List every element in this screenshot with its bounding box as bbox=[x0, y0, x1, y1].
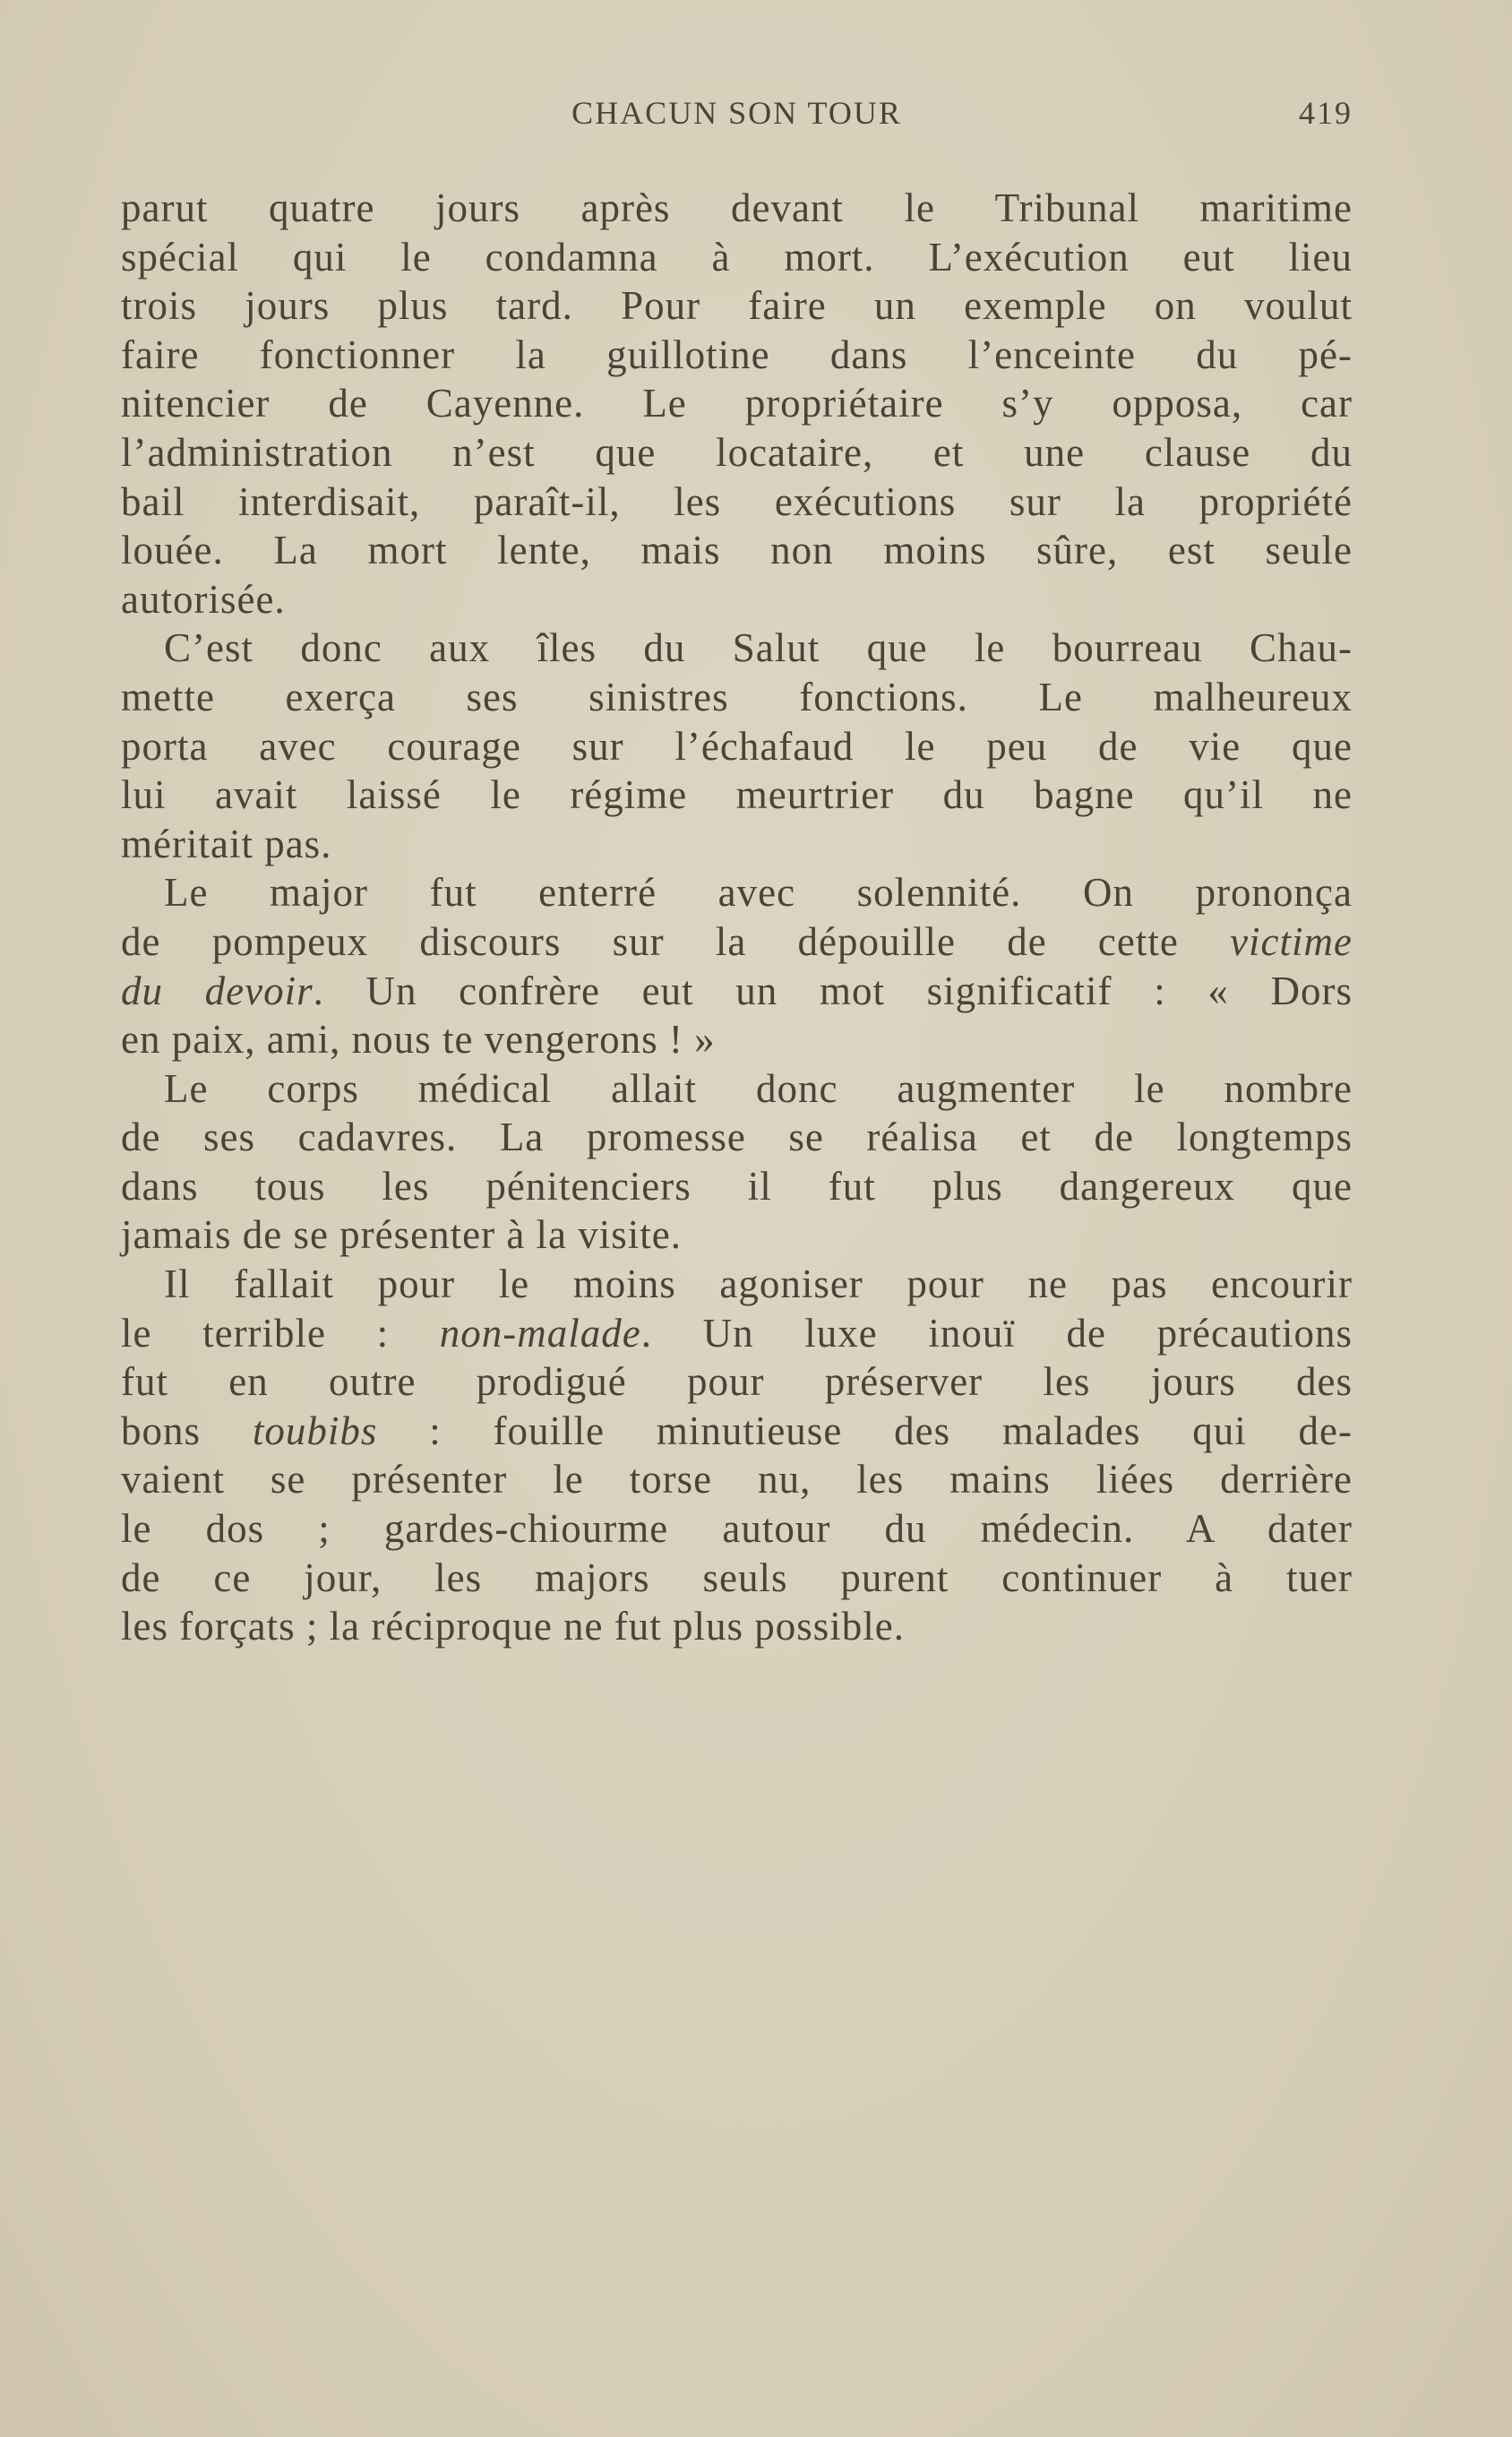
text-run: jamais de se présenter à la visite. bbox=[121, 1212, 683, 1258]
text-run: fut en outre prodigué pour préserver les jours des bbox=[121, 1359, 1353, 1405]
text-run: Il fallait pour le moins agoniser pour ne pas encourir bbox=[164, 1262, 1353, 1307]
text-line bbox=[121, 868, 1353, 917]
text-run: Le major fut enterré avec solennité. On prononça bbox=[164, 870, 1353, 916]
text-line bbox=[121, 1162, 1353, 1211]
text-run: dans tous les pénitenciers il fut plus dangereux que bbox=[121, 1163, 1353, 1209]
text-line bbox=[121, 1309, 1353, 1358]
text-run: méritait pas. bbox=[121, 821, 332, 866]
page-header bbox=[121, 94, 1353, 139]
text-line bbox=[121, 331, 1353, 380]
text-line bbox=[121, 624, 1353, 673]
text-line bbox=[121, 379, 1353, 428]
text-line bbox=[121, 1260, 1353, 1309]
text-run: vaient se présenter le torse nu, les mains liées derrière bbox=[121, 1457, 1353, 1503]
text-line bbox=[121, 1113, 1353, 1162]
text-run: bons bbox=[121, 1408, 253, 1453]
text-run: porta avec courage sur l’échafaud le peu de vie que bbox=[121, 723, 1353, 769]
text-run: louée. La mort lente, mais non moins sûre, est seule bbox=[121, 528, 1353, 573]
text-line bbox=[121, 526, 1353, 575]
text-line bbox=[121, 673, 1353, 722]
text-line bbox=[121, 281, 1353, 331]
running-title: CHACUN SON TOUR bbox=[571, 95, 902, 131]
text-run: de pompeux discours sur la dépouille de cette bbox=[121, 918, 1231, 964]
text-run: les forçats ; la réciproque ne fut plus possible. bbox=[121, 1604, 906, 1649]
text-line bbox=[121, 1455, 1353, 1504]
text-run: en paix, ami, nous te vengerons ! » bbox=[121, 1017, 716, 1063]
text-line bbox=[121, 428, 1353, 478]
text-run: Le corps médical allait donc augmenter le nombre bbox=[164, 1065, 1353, 1111]
italic-text: non-malade bbox=[439, 1310, 641, 1356]
text-line bbox=[121, 1064, 1353, 1114]
text-run: parut quatre jours après devant le Tribunal maritime bbox=[121, 185, 1353, 230]
text-line bbox=[121, 184, 1353, 233]
text-line bbox=[121, 233, 1353, 282]
text-line bbox=[121, 1504, 1353, 1554]
text-run: bail interdisait, paraît-il, les exécutions sur la propriété bbox=[121, 478, 1353, 524]
italic-text: victime bbox=[1230, 918, 1353, 964]
page-number: 419 bbox=[1299, 95, 1353, 131]
text-line bbox=[121, 917, 1353, 967]
text-run: autorisée. bbox=[121, 576, 286, 622]
italic-text: du devoir bbox=[121, 968, 314, 1013]
text-run: trois jours plus tard. Pour faire un exemple on voulut bbox=[121, 283, 1353, 329]
text-run: : fouille minutieuse des malades qui de- bbox=[377, 1408, 1353, 1453]
body-text bbox=[121, 184, 1353, 1651]
text-run: C’est donc aux îles du Salut que le bourreau Chau- bbox=[164, 625, 1353, 671]
text-line bbox=[121, 771, 1353, 820]
text-line bbox=[121, 1602, 1353, 1651]
text-run: spécial qui le condamna à mort. L’exécution eut lieu bbox=[121, 234, 1353, 280]
text-run: lui avait laissé le régime meurtrier du bagne qu’il ne bbox=[121, 772, 1353, 818]
text-line bbox=[121, 478, 1353, 527]
text-run: mette exerça ses sinistres fonctions. Le malheureux bbox=[121, 674, 1353, 719]
text-line bbox=[121, 1210, 1353, 1260]
text-run: de ses cadavres. La promesse se réalisa et de longtemps bbox=[121, 1115, 1353, 1160]
text-line bbox=[121, 1554, 1353, 1603]
text-line bbox=[121, 575, 1353, 624]
text-line bbox=[121, 722, 1353, 771]
italic-text: toubibs bbox=[252, 1408, 378, 1453]
text-run: le terrible : bbox=[121, 1310, 440, 1356]
text-line bbox=[121, 820, 1353, 869]
text-run: de ce jour, les majors seuls purent continuer à tuer bbox=[121, 1554, 1353, 1600]
text-line bbox=[121, 1357, 1353, 1407]
text-run: l’administration n’est que locataire, et une clause du bbox=[121, 429, 1353, 475]
text-run: . Un confrère eut un mot significatif : « Dors bbox=[313, 968, 1353, 1013]
text-line bbox=[121, 1015, 1353, 1064]
text-run: le dos ; gardes-chiourme autour du médecin. A dater bbox=[121, 1506, 1353, 1552]
text-line bbox=[121, 967, 1353, 1016]
text-run: . Un luxe inouï de précautions bbox=[640, 1310, 1353, 1356]
text-run: faire fonctionner la guillotine dans l’enceinte du pé- bbox=[121, 332, 1353, 377]
text-line bbox=[121, 1407, 1353, 1456]
text-run: nitencier de Cayenne. Le propriétaire s’y opposa, car bbox=[121, 381, 1353, 426]
